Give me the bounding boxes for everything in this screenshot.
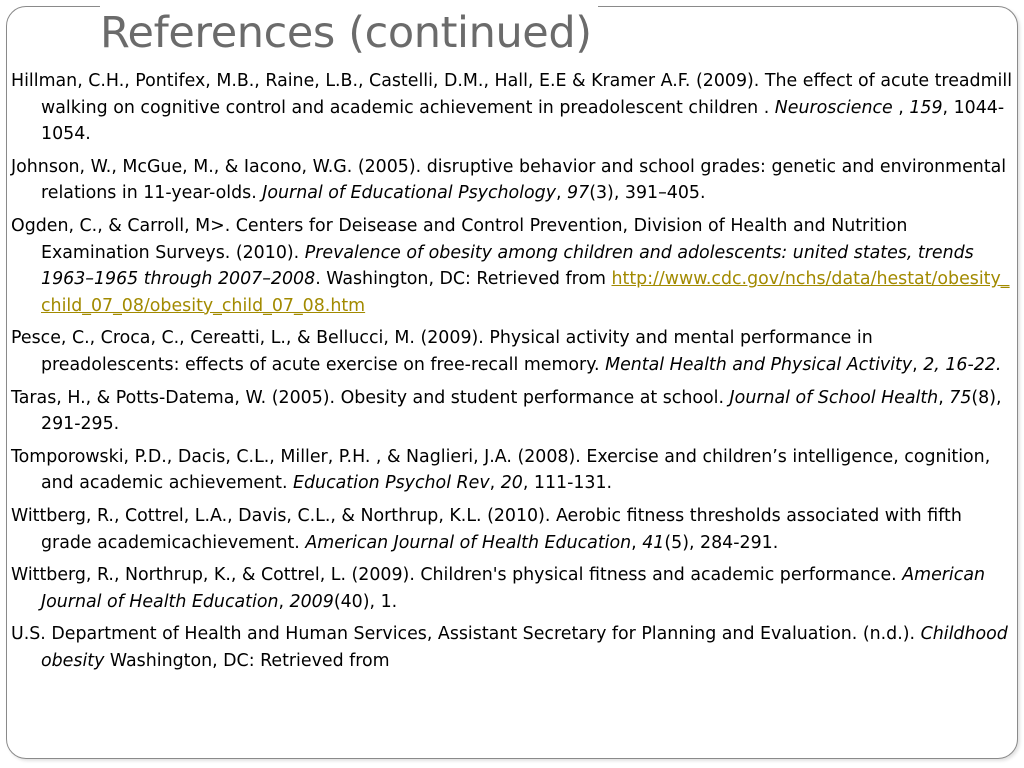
reference-source: Childhood obesity xyxy=(41,624,1008,671)
reference-separator: , xyxy=(631,532,643,553)
reference-list xyxy=(11,68,1014,680)
reference-source: Journal of Educational Psychology xyxy=(262,183,556,204)
reference-source: Education Psychol Rev xyxy=(293,473,490,494)
reference-source: American Journal of Health Education xyxy=(305,532,632,553)
reference-source: American Journal of Health Education xyxy=(41,565,986,612)
reference-separator: , xyxy=(912,354,924,375)
reference-item xyxy=(11,503,1014,556)
reference-text: Johnson, W., McGue, M., & Iacono, W.G. (2005). disruptive behavior and school grades: genetic and environmental relations in 11-year-olds. xyxy=(11,156,1007,204)
reference-text: Ogden, C., & Carroll, M>. Centers for Deisease and Control Prevention, Division of Health and Nutrition Examination Surveys. (2010). xyxy=(11,215,908,263)
reference-source: Prevalence of obesity among children and adolescents: united states, trends 1963–1965 through 2007–2008 xyxy=(41,242,974,290)
reference-text: Wittberg, R., Cottrel, L.A., Davis, C.L., & Northrup, K.L. (2010). Aerobic fitness thresholds associated with fifth grade academicachievement. xyxy=(11,505,962,553)
reference-pages: (40), 1. xyxy=(333,591,398,612)
reference-item xyxy=(11,385,1014,438)
reference-text: U.S. Department of Health and Human Services, Assistant Secretary for Planning and Evaluation. (n.d.). xyxy=(11,624,921,645)
reference-text-tail: . Washington, DC: Retrieved from xyxy=(315,269,612,290)
reference-item xyxy=(11,562,1014,615)
reference-item xyxy=(11,213,1014,319)
reference-text: Wittberg, R., Northrup, K., & Cottrel, L. (2009). Children's physical fitness and academic performance. xyxy=(11,565,903,586)
reference-separator: , xyxy=(278,591,290,612)
reference-pages: (8), 291-295. xyxy=(41,387,1002,435)
reference-volume: 41 xyxy=(642,532,665,553)
reference-pages: (3), 391–405. xyxy=(589,183,706,204)
reference-pages: (5), 284-291. xyxy=(664,532,779,553)
reference-pages: , 1044-1054. xyxy=(41,97,1005,145)
reference-volume: 20 xyxy=(500,473,523,494)
reference-link[interactable]: http://www.cdc.gov/nchs/data/hestat/obesity_child_07_08/obesity_child_07_08.htm xyxy=(41,269,1010,316)
reference-text: Tomporowski, P.D., Dacis, C.L., Miller, P.H. , & Naglieri, J.A. (2008). Exercise and children’s intelligence, cognition, and academic achievement. xyxy=(11,446,991,494)
reference-separator: , xyxy=(938,387,950,408)
reference-source: Mental Health and Physical Activity xyxy=(605,354,913,375)
reference-separator: , xyxy=(892,97,910,118)
reference-volume: 75 xyxy=(949,387,972,408)
reference-text: Hillman, C.H., Pontifex, M.B., Raine, L.B., Castelli, D.M., Hall, E.E & Kramer A.F. (2009). The effect of acute treadmill walking on cognitive control and academic achievement in preadolescent children . xyxy=(11,71,1013,118)
reference-volume: 2, 16-22. xyxy=(923,354,1002,375)
reference-volume: 97 xyxy=(567,183,590,204)
reference-item xyxy=(11,325,1014,378)
reference-separator: , xyxy=(555,183,568,204)
reference-separator: , xyxy=(489,473,501,494)
reference-item xyxy=(11,68,1014,148)
reference-pages: , 111-131. xyxy=(522,473,613,494)
reference-item xyxy=(11,621,1014,674)
reference-item xyxy=(11,154,1014,207)
reference-text-tail: Washington, DC: Retrieved from xyxy=(104,650,390,671)
reference-item xyxy=(11,444,1014,497)
reference-source: Journal of School Health xyxy=(729,387,939,408)
reference-text: Pesce, C., Croca, C., Cereatti, L., & Bellucci, M. (2009). Physical activity and mental performance in preadolescents: effects of acute exercise on free-recall memory. xyxy=(11,328,873,375)
reference-volume: 159 xyxy=(909,97,943,118)
reference-text: Taras, H., & Potts-Datema, W. (2005). Obesity and student performance at school. xyxy=(11,387,730,408)
reference-source: Neuroscience xyxy=(774,97,893,118)
reference-volume: 2009 xyxy=(289,591,334,612)
slide-title: References (continued) xyxy=(100,4,598,62)
